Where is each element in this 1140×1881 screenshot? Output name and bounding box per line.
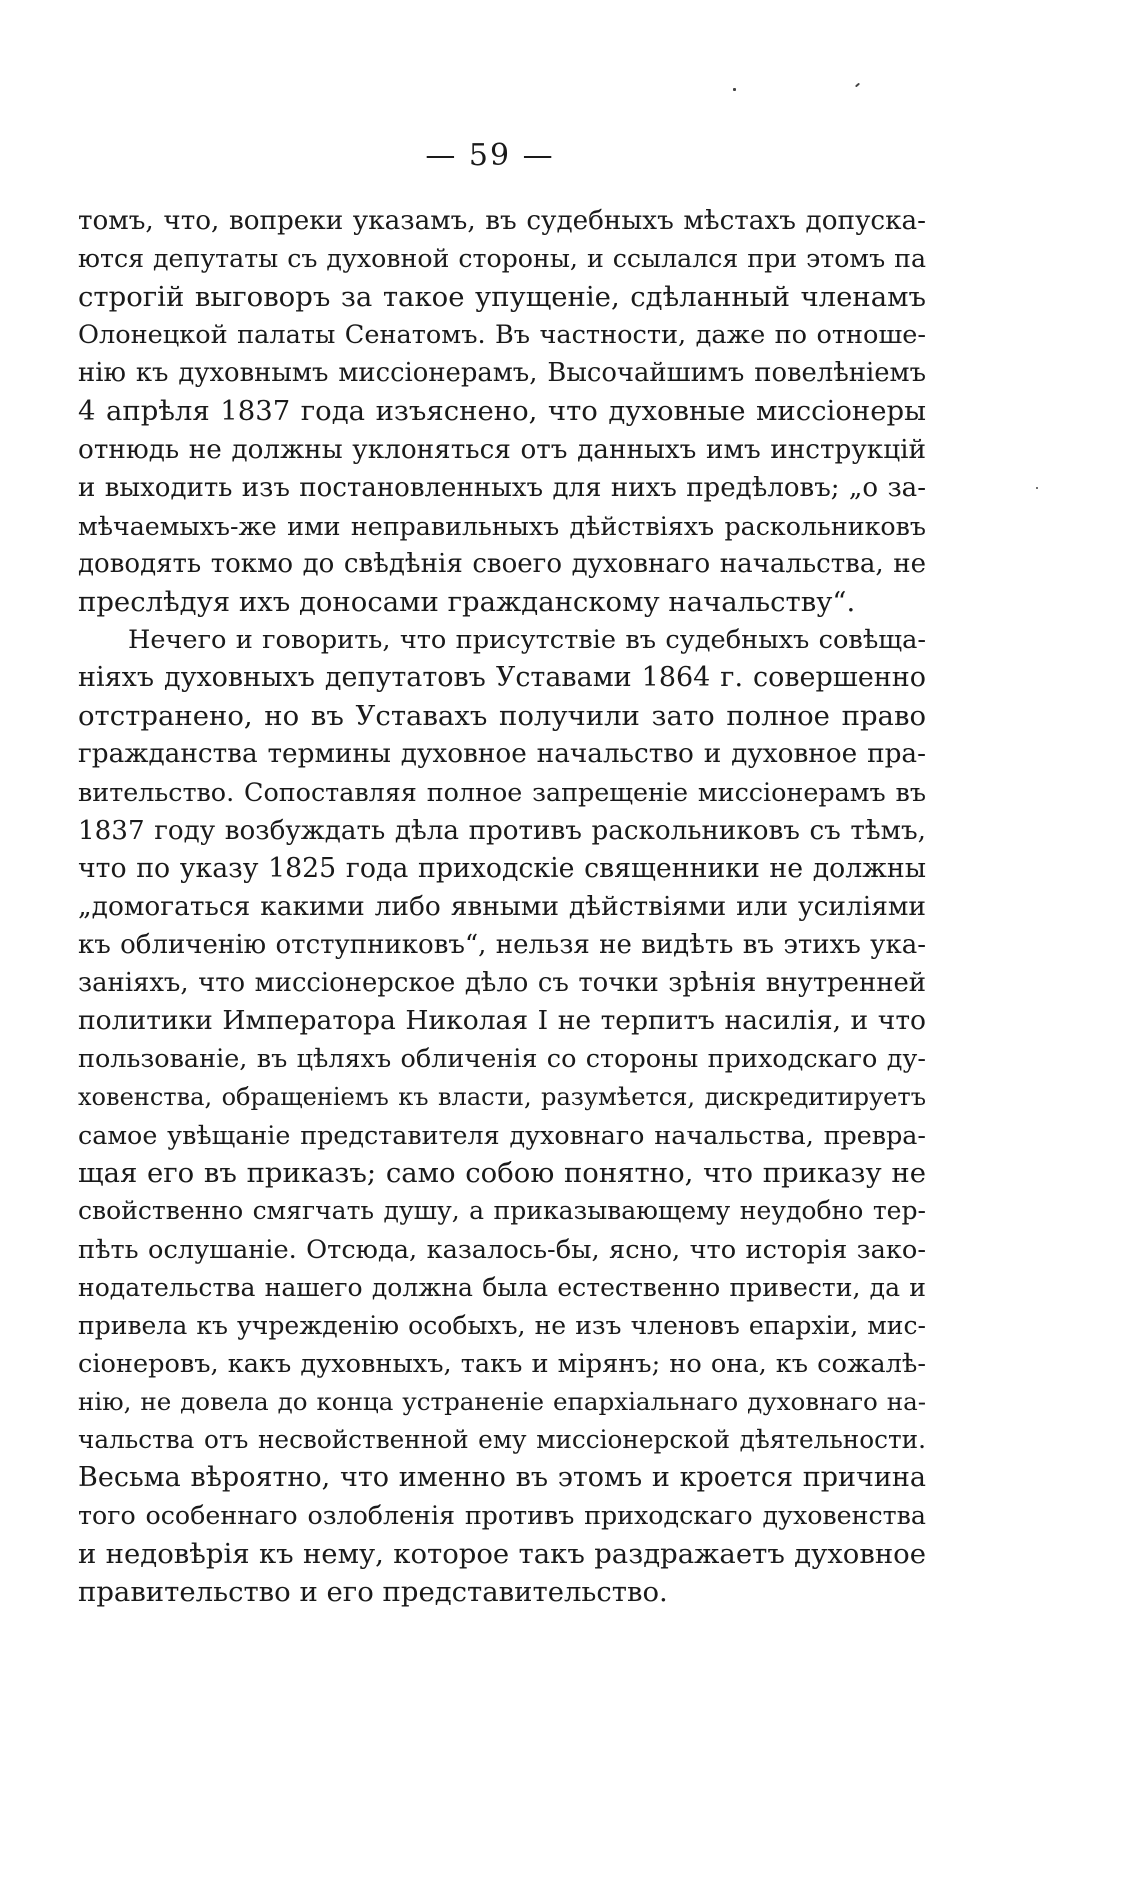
text-line: преслѣдуя ихъ доносами гражданскому начальству“. xyxy=(78,585,856,618)
print-speck xyxy=(1036,487,1038,489)
print-speck xyxy=(855,83,860,88)
text-line: Олонецкой палаты Сенатомъ. Въ частности, даже по отноше- xyxy=(78,320,926,351)
text-line: 4 апрѣля 1837 года изъяснено, что духовные миссіонеры xyxy=(78,395,926,428)
text-line: что по указу 1825 года приходскіе священники не должны xyxy=(78,852,926,884)
print-speck xyxy=(733,88,736,91)
text-line: свойственно смягчать душу, а приказывающему неудобно тер- xyxy=(78,1196,926,1226)
text-line: къ обличенію отступниковъ“, нельзя не видѣть въ этихъ ука- xyxy=(78,929,926,960)
text-line: самое увѣщаніе представителя духовнаго начальства, превра- xyxy=(78,1120,926,1151)
text-line: строгій выговоръ за такое упущеніе, сдѣланный членамъ xyxy=(78,281,926,314)
text-line: Весьма вѣроятно, что именно въ этомъ и кроется причина xyxy=(78,1462,926,1494)
text-line: чальства отъ несвойственной ему миссіонерской дѣятельности. xyxy=(78,1425,926,1454)
text-line: того особеннаго озлобленія противъ приходскаго духовенства xyxy=(78,1501,926,1531)
text-line: сіонеровъ, какъ духовныхъ, такъ и мірянъ; но она, къ сожалѣ- xyxy=(78,1348,926,1379)
page-number: — 59 — xyxy=(425,138,555,173)
text-line: привела къ учрежденію особыхъ, не изъ членовъ епархіи, мис- xyxy=(78,1310,926,1340)
text-line: и недовѣрія къ нему, которое такъ раздражаетъ духовное xyxy=(78,1538,926,1571)
text-line: Нечего и говорить, что присутствіе въ судебныхъ совѣща- xyxy=(128,625,926,656)
text-line: вительство. Сопоставляя полное запрещеніе миссіонерамъ въ xyxy=(78,777,926,808)
text-line: щая его въ приказъ; само собою понятно, что приказу не xyxy=(78,1157,926,1190)
text-line: ніяхъ духовныхъ депутатовъ Уставами 1864 г. совершенно xyxy=(78,662,926,694)
body-text xyxy=(78,202,926,1611)
paragraph xyxy=(78,202,926,621)
text-line: отстранено, но въ Уставахъ получили зато полное право xyxy=(78,700,926,733)
text-line: ховенства, обращеніемъ къ власти, разумѣется, дискредитируетъ xyxy=(78,1083,926,1112)
text-line: нодательства нашего должна была естественно привести, да и xyxy=(78,1272,926,1302)
text-line: нію къ духовнымъ миссіонерамъ, Высочайшимъ повелѣніемъ xyxy=(78,358,926,389)
paragraph xyxy=(78,621,926,1611)
text-line: ются депутаты съ духовной стороны, и ссылался при этомъ па xyxy=(78,244,926,274)
text-line: гражданства термины духовное начальство и духовное пра- xyxy=(78,739,926,770)
text-line: политики Императора Николая I не терпитъ насилія, и что xyxy=(78,1004,926,1036)
text-line: и выходить изъ постановленныхъ для нихъ предѣловъ; „о за- xyxy=(78,472,926,503)
text-line: „домогаться какими либо явными дѣйствіями или усиліями xyxy=(78,890,926,922)
text-line: правительство и его представительство. xyxy=(78,1576,668,1609)
text-line: 1837 году возбуждать дѣла противъ раскольниковъ съ тѣмъ, xyxy=(78,815,926,846)
text-line: отнюдь не должны уклоняться отъ данныхъ имъ инструкцій xyxy=(78,434,926,465)
text-line: пользованіе, въ цѣляхъ обличенія со стороны приходскаго ду- xyxy=(78,1044,926,1075)
text-line: нію, не довела до конца устраненіе епархіальнаго духовнаго на- xyxy=(78,1386,926,1416)
text-line: пѣть ослушаніе. Отсюда, казалось-бы, ясно, что исторія зако- xyxy=(78,1234,926,1265)
text-line: томъ, что, вопреки указамъ, въ судебныхъ мѣстахъ допуска- xyxy=(78,206,926,236)
text-line: мѣчаемыхъ-же ими неправильныхъ дѣйствіяхъ раскольниковъ xyxy=(78,510,926,541)
text-line: заніяхъ, что миссіонерское дѣло съ точки зрѣнія внутренней xyxy=(78,967,926,998)
text-line: доводять токмо до свѣдѣнія своего духовнаго начальства, не xyxy=(78,548,926,579)
